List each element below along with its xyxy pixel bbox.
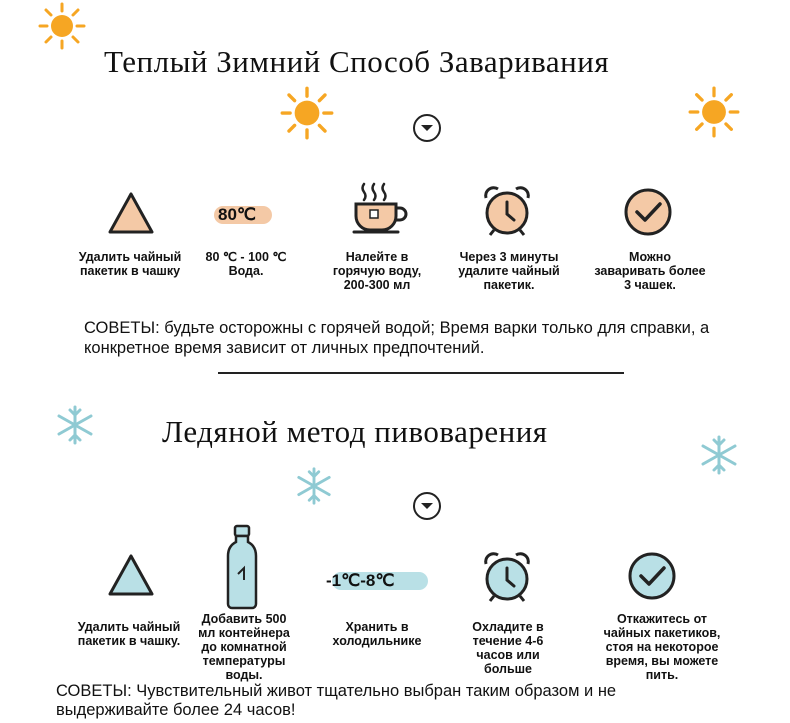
- triangle-icon: [106, 190, 156, 236]
- bottle-icon: [224, 524, 260, 610]
- warm-section-title: Теплый Зимний Способ Заваривания: [104, 44, 610, 79]
- alarm-clock-icon: [480, 184, 534, 238]
- triangle-icon: [106, 552, 156, 598]
- warm-step-2-label: 80 ℃ - 100 ℃ Вода.: [205, 250, 287, 278]
- cold-step-2-label: Добавить 500 мл контейнера до комнатной температуры воды.: [198, 612, 290, 682]
- check-circle-icon: [626, 550, 678, 602]
- warm-step-4-label: Через 3 минуты удалите чайный пакетик.: [458, 250, 560, 292]
- chevron-down-icon: [413, 114, 441, 142]
- warm-step-3-label: Налейте в горячую воду, 200-300 мл: [332, 250, 422, 292]
- temperature-badge: [212, 202, 274, 228]
- warm-step-1-label: Удалить чайный пакетик в чашку: [78, 250, 182, 278]
- warm-tips: СОВЕТЫ: будьте осторожны с горячей водой; Время варки только для справки, а конкретное время зависит от личных предпочтений.: [84, 319, 710, 357]
- temperature-badge-text: 80℃: [218, 205, 257, 224]
- alarm-clock-icon: [480, 550, 534, 604]
- teacup-icon: [350, 180, 412, 236]
- cold-step-5-label: Откажитесь от чайных пакетиков, стоя на некоторое время, вы можете пить.: [603, 612, 721, 682]
- cold-tips: СОВЕТЫ: Чувствительный живот тщательно выбран таким образом и не выдерживайте более 24 часов!: [56, 682, 617, 719]
- cold-step-1-label: Удалить чайный пакетик в чашку.: [77, 620, 181, 648]
- sun-icon: [38, 2, 86, 50]
- snowflake-icon: [698, 434, 740, 476]
- cold-step-3-label: Хранить в холодильнике: [332, 620, 422, 648]
- temperature-badge-text: -1℃-8℃: [326, 571, 395, 590]
- snowflake-icon: [294, 466, 334, 506]
- cold-section-title: Ледяной метод пивоварения: [162, 414, 548, 449]
- snowflake-icon: [54, 404, 96, 446]
- cold-step-4-label: Охладите в течение 4-6 часов или больше: [472, 620, 544, 676]
- check-circle-icon: [622, 186, 674, 238]
- warm-step-5-label: Можно заваривать более 3 чашек.: [594, 250, 706, 292]
- temperature-badge: [322, 568, 434, 594]
- sun-icon: [280, 86, 334, 140]
- sun-icon: [688, 86, 740, 138]
- chevron-down-icon: [413, 492, 441, 520]
- section-divider: [218, 372, 624, 374]
